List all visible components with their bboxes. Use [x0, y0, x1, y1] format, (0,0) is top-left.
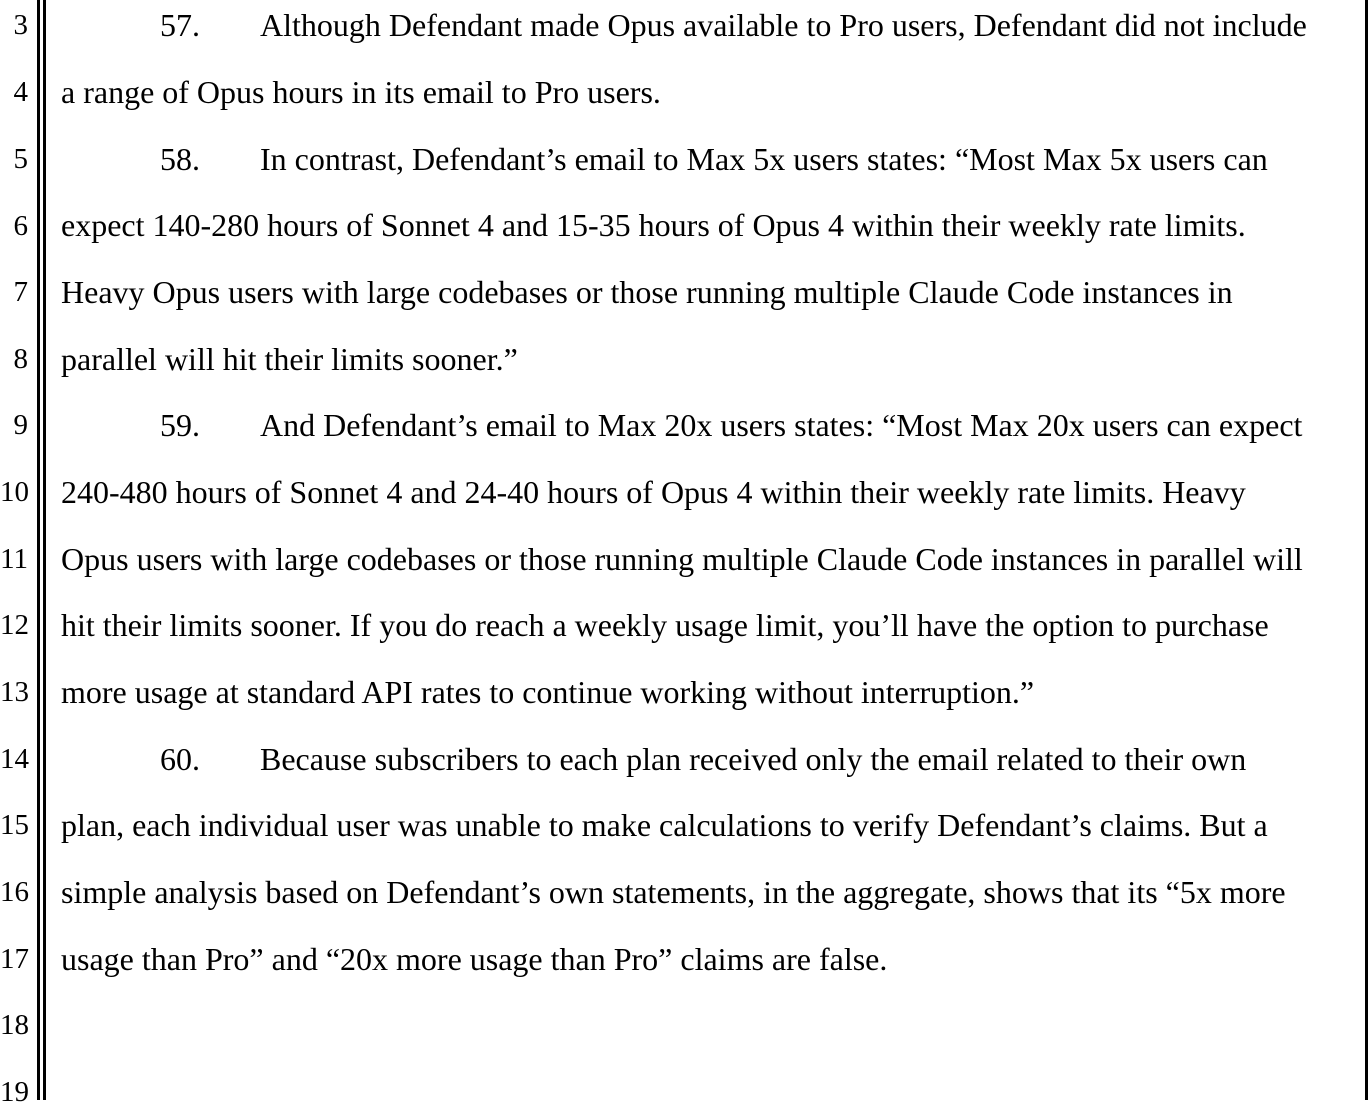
paragraph-text: Although Defendant made Opus available to Pro users, Defendant did not include [260, 7, 1307, 43]
paragraph-line: more usage at standard API rates to continue working without interruption.” [61, 674, 1035, 710]
line-number: 5 [13, 143, 28, 175]
line-number: 12 [0, 609, 29, 641]
line-number: 4 [13, 76, 28, 108]
line-number: 16 [0, 876, 29, 908]
paragraph-text: And Defendant’s email to Max 20x users states: “Most Max 20x users can expect [260, 407, 1303, 443]
paragraph-line: 240-480 hours of Sonnet 4 and 24-40 hours of Opus 4 within their weekly rate limits. Heavy [61, 474, 1246, 510]
paragraph-line: Heavy Opus users with large codebases or those running multiple Claude Code instances in [61, 274, 1233, 310]
line-number: 13 [0, 676, 29, 708]
line-number: 18 [0, 1009, 29, 1041]
paragraph-line: a range of Opus hours in its email to Pro users. [61, 74, 661, 110]
right-margin-rule [1365, 0, 1368, 1100]
line-number: 3 [13, 9, 28, 41]
paragraph-line: expect 140-280 hours of Sonnet 4 and 15-35 hours of Opus 4 within their weekly rate limits. [61, 207, 1246, 243]
line-number: 7 [13, 276, 28, 308]
paragraph-line: hit their limits sooner. If you do reach a weekly usage limit, you’ll have the option to purchase [61, 607, 1269, 643]
paragraph-line: parallel will hit their limits sooner.” [61, 341, 518, 377]
paragraph-number: 58. [160, 141, 200, 177]
line-number: 11 [0, 543, 28, 575]
left-margin-rule-outer [37, 0, 40, 1100]
line-number: 15 [0, 809, 29, 841]
line-number: 19 [0, 1076, 29, 1108]
paragraph-text: Because subscribers to each plan received only the email related to their own [260, 741, 1247, 777]
paragraph-line: Opus users with large codebases or those running multiple Claude Code instances in parallel will [61, 541, 1303, 577]
paragraph-text: In contrast, Defendant’s email to Max 5x users states: “Most Max 5x users can [260, 141, 1268, 177]
line-number: 17 [0, 943, 29, 975]
line-number: 14 [0, 743, 29, 775]
line-number: 10 [0, 476, 29, 508]
line-number: 9 [13, 409, 28, 441]
paragraph-number: 60. [160, 741, 200, 777]
paragraph-line: simple analysis based on Defendant’s own statements, in the aggregate, shows that its “5x more [61, 874, 1286, 910]
paragraph-number: 59. [160, 407, 200, 443]
paragraph-number: 57. [160, 7, 200, 43]
line-number: 6 [13, 210, 28, 242]
line-number: 8 [13, 343, 28, 375]
paragraph-line: usage than Pro” and “20x more usage than Pro” claims are false. [61, 941, 888, 977]
paragraph-line: plan, each individual user was unable to make calculations to verify Defendant’s claims. But a [61, 807, 1268, 843]
left-margin-rule-inner [43, 0, 46, 1100]
